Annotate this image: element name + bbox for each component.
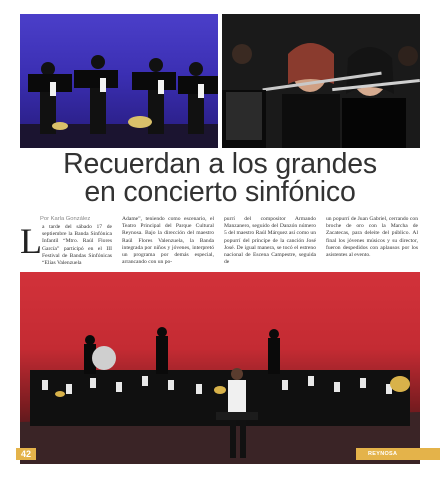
article-paragraph-2: Adame”, teniendo como escenario, el Teatro Principal del Parque Cultural Reynosa. Bajo la dirección del maestro Raúl Flores Valenzuela, la Banda integrada por niños y jóvenes, interpretó un programa por demás especial, arrancando con un po- bbox=[122, 216, 214, 266]
article-body bbox=[20, 216, 422, 268]
headline bbox=[20, 150, 420, 206]
photo-band-blue-stage bbox=[20, 14, 218, 148]
headline-line-1: Recuerdan a los grandes bbox=[63, 148, 377, 180]
article-column-3 bbox=[224, 216, 316, 266]
drop-cap: L bbox=[20, 221, 42, 261]
article-column-4 bbox=[326, 216, 418, 259]
article-column-2 bbox=[122, 216, 214, 266]
photo-full-band-red-stage bbox=[20, 272, 420, 464]
article-paragraph-1: a tarde del sábado 17 de septiembre la Banda Sinfónica Infantil “Mtro. Raúl Flores García” participó en el III Festival de Bandas Sinfónicas “Elías Valenzuela bbox=[42, 224, 112, 267]
photo-flute-players bbox=[222, 14, 420, 148]
page-number: 42 bbox=[16, 448, 36, 460]
headline-line-2: en concierto sinfónico bbox=[84, 176, 356, 208]
article-paragraph-4: un popurrí de Juan Gabriel, cerrando con broche de oro con la Marcha de Zacatecas, para deleite del público. Al final los jóvenes músicos y su director, fueron despedidos con aplausos por los asistentes al evento. bbox=[326, 216, 418, 259]
article-paragraph-3: purrí del compositor Armando Manzanero, seguido del Danzón número 5 del maestro Raúl Márquez así como un popurrí del príncipe de la canción José José. De igual manera, se tocó el estreno nacional de Escena Campestre, seguida de bbox=[224, 216, 316, 266]
byline: Por Karla González bbox=[40, 216, 91, 222]
section-label: REYNOSA bbox=[356, 448, 440, 460]
